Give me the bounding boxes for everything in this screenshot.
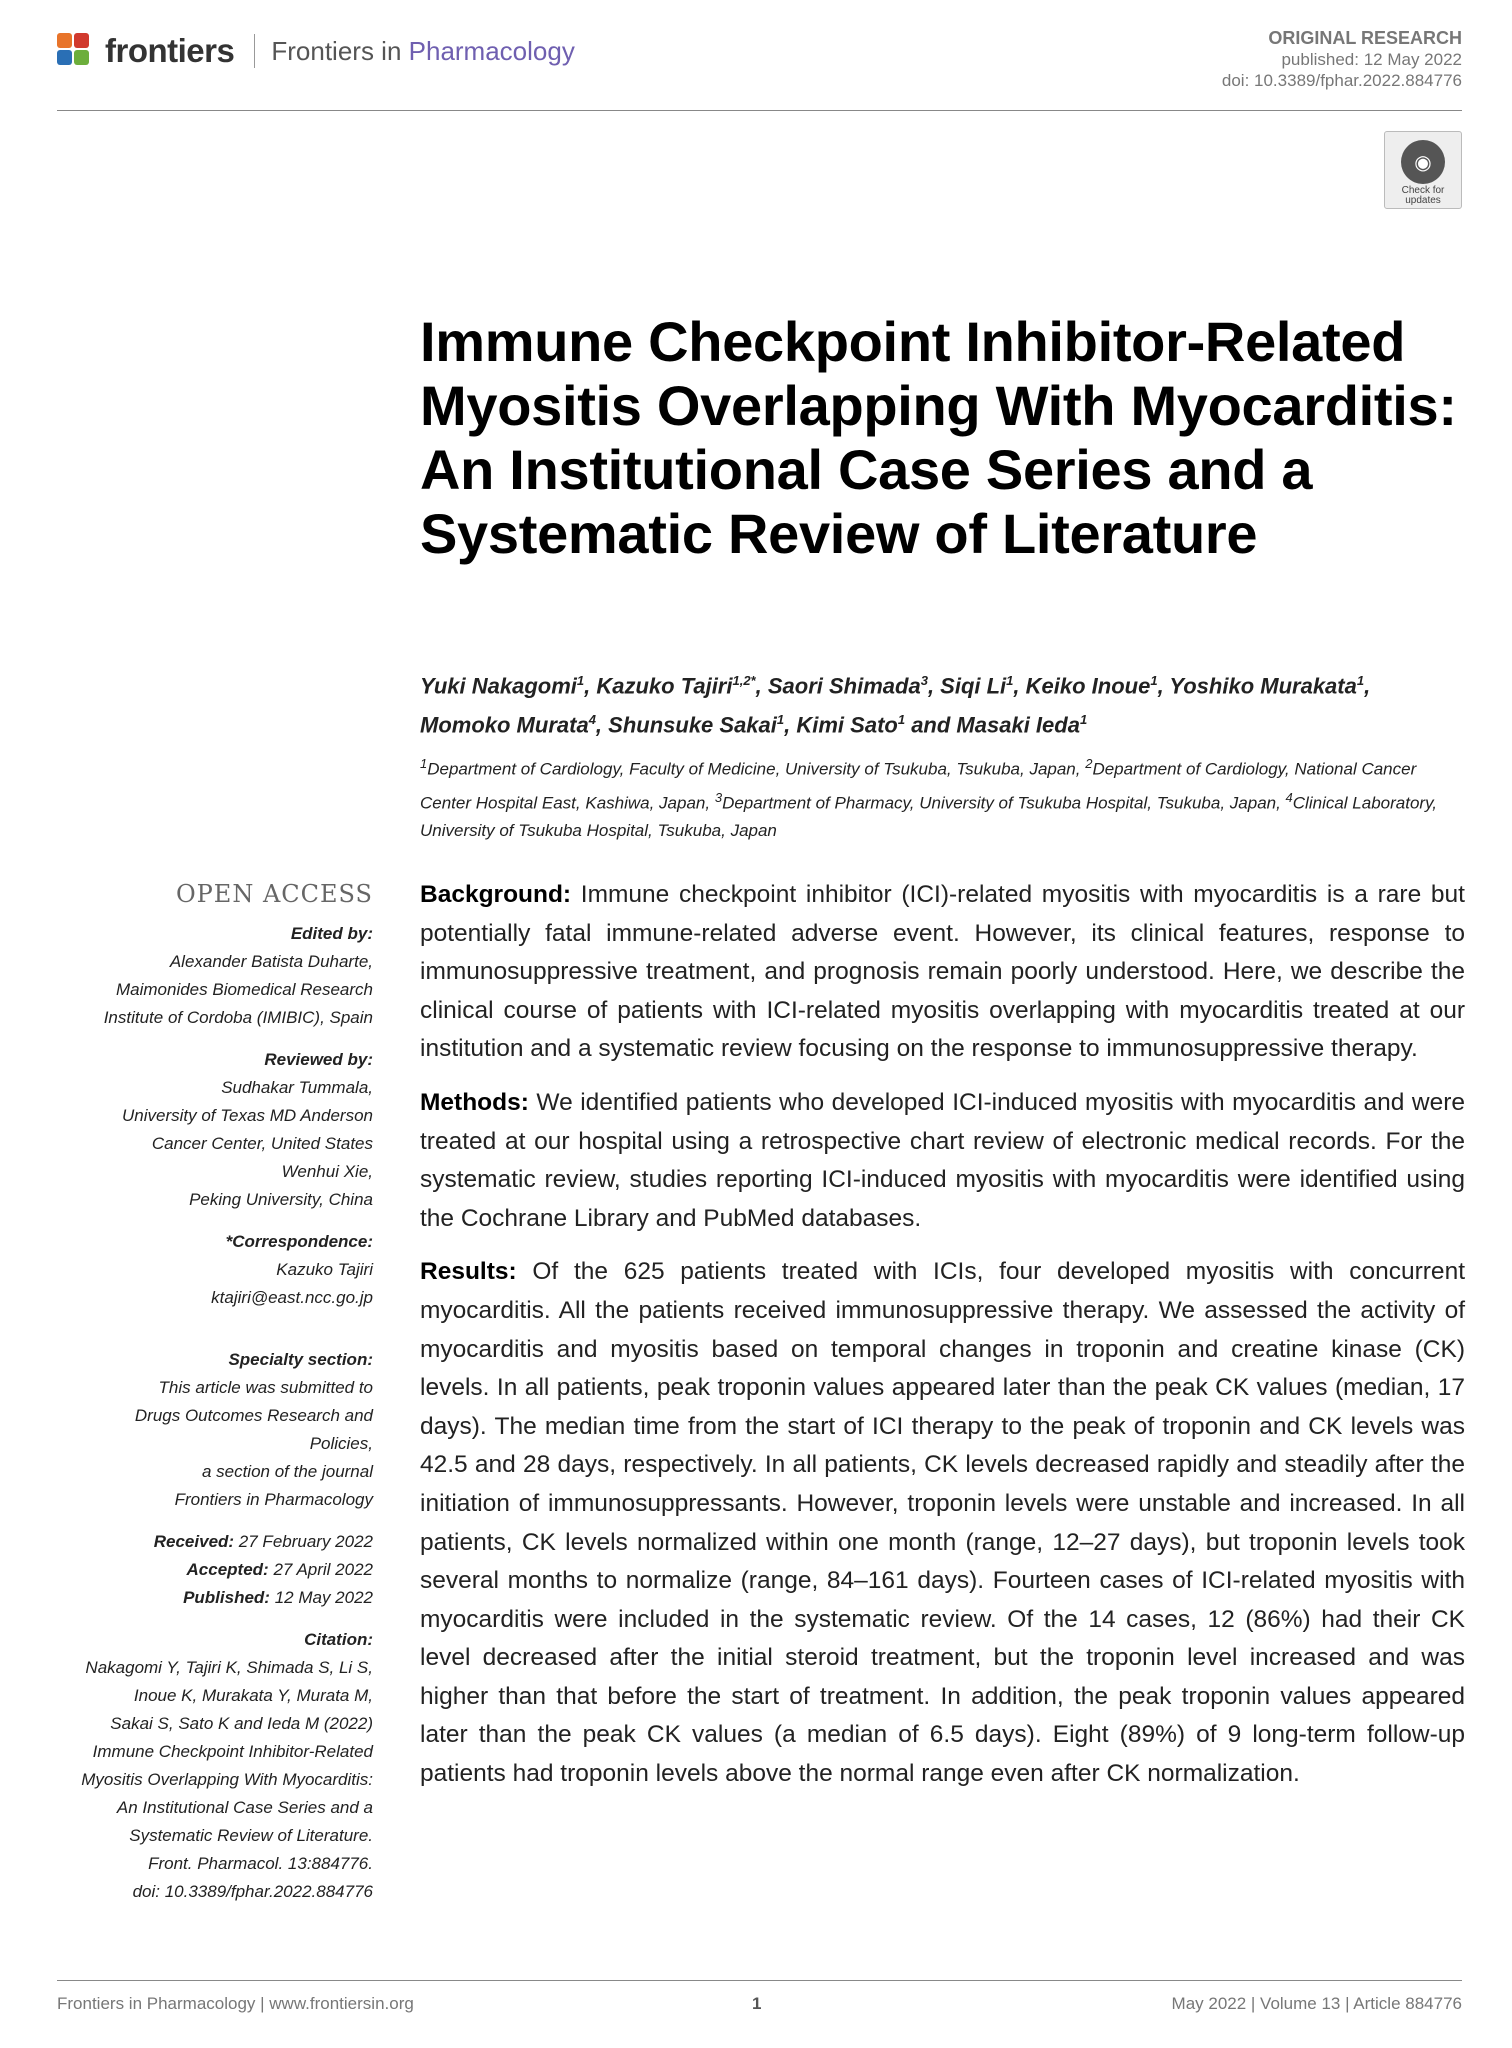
check-for-updates-badge[interactable] [1384,131,1462,209]
bookmark-icon: ◉ [1401,140,1445,184]
affiliation-number: 4 [1285,789,1293,805]
abstract-background [420,876,1465,1069]
doi[interactable]: doi: 10.3389/fphar.2022.884776 [1221,71,1462,90]
affiliation-number: 2 [1085,756,1093,771]
author-affiliation-mark: 1 [1079,712,1088,728]
citation-line: Front. Pharmacol. 13:884776. [148,1854,373,1873]
page-header [57,28,1462,113]
page-number: 1 [752,1994,762,2013]
specialty-line: Frontiers in Pharmacology [174,1490,373,1509]
reviewed-by-line: Sudhakar Tummala, [221,1078,373,1097]
sidebar [40,880,373,1920]
results-heading: Results: [420,1258,517,1286]
citation-line: Sakai S, Sato K and Ieda M (2022) [110,1714,373,1733]
specialty-line: a section of the journal [201,1462,373,1481]
affiliation-text: Clinical Laboratory, University of Tsukuba Hospital, Tsukuba, Japan [420,793,1438,841]
reviewed-by-block [40,1046,373,1214]
specialty-line: This article was submitted to [158,1378,373,1397]
author-name[interactable]: Keiko Inoue [1025,673,1151,699]
received-date: Received: 27 February 2022 [153,1532,373,1551]
author-name[interactable]: Momoko Murata [420,712,589,738]
reviewed-by-line: Cancer Center, United States [151,1134,373,1153]
reviewed-by-line: University of Texas MD Anderson [121,1106,373,1125]
author-name[interactable]: Kimi Sato [796,712,898,738]
edited-by-line: Institute of Cordoba (IMIBIC), Spain [103,1008,373,1027]
published-date-side: Published: 12 May 2022 [183,1588,373,1607]
specialty-block [40,1346,373,1514]
open-access-label: OPEN ACCESS [175,880,373,908]
citation-doi[interactable]: doi: 10.3389/fphar.2022.884776 [132,1882,373,1901]
author-name[interactable]: Siqi Li [940,673,1007,699]
background-heading: Background: [420,881,572,908]
author-affiliation-mark: 1 [776,712,785,728]
affiliation-text: Department of Pharmacy, University of Tsukuba Hospital, Tsukuba, Japan, [722,793,1286,813]
author-affiliation-mark: 1,2* [732,673,756,688]
edited-by-line: Maimonides Biomedical Research [115,980,373,999]
reviewed-by-label: Reviewed by: [264,1050,373,1069]
author-name[interactable]: Shunsuke Sakai [608,712,777,738]
check-updates-line2: updates [1405,195,1441,206]
abstract [420,876,1465,1809]
journal-name: Pharmacology [408,35,575,66]
check-updates-line1: Check for [1401,185,1445,196]
author-affiliation-mark: 3 [920,673,928,688]
affiliation-text: Department of Cardiology, Faculty of Medicine, University of Tsukuba, Tsukuba, Japan, [427,759,1086,779]
edited-by-label: Edited by: [290,924,373,943]
journal-prefix: Frontiers in [271,35,402,66]
affiliation-text: Department of Cardiology, National Cancer Center Hospital East, Kashiwa, Japan, [420,759,1417,813]
citation-line: Systematic Review of Literature. [129,1826,373,1845]
author-affiliation-mark: 1 [1356,673,1365,688]
author-affiliation-mark: 1 [1006,673,1014,688]
accepted-date: Accepted: 27 April 2022 [186,1560,373,1579]
specialty-line: Drugs Outcomes Research and [134,1406,373,1425]
frontiers-logo-icon [57,33,95,69]
affiliations [420,750,1465,845]
logo-divider [254,34,255,68]
reviewed-by-line: Wenhui Xie, [281,1162,373,1181]
citation-line: Immune Checkpoint Inhibitor-Related [92,1742,373,1761]
citation-line: Nakagomi Y, Tajiri K, Shimada S, Li S, [85,1658,373,1677]
abstract-methods [420,1084,1465,1238]
correspondence-email[interactable]: ktajiri@east.ncc.go.jp [211,1288,373,1307]
author-affiliation-mark: 1 [897,712,906,728]
author-affiliation-mark: 4 [588,712,596,728]
frontiers-logo[interactable] [57,32,575,70]
author-affiliation-mark: 1 [1150,673,1158,688]
author-name[interactable]: Yuki Nakagomi [420,673,577,699]
footer-divider [57,1980,1462,1981]
dates-block [40,1528,373,1612]
article-meta [1222,28,1462,91]
affiliation-number: 1 [420,756,428,771]
author-name[interactable]: Masaki Ieda [956,712,1080,738]
results-text: Of the 625 patients treated with ICIs, four developed myositis with concurrent myocarditis. All the patients received immunosuppressive therapy. We assessed the activity of myocarditis and myositis based on temporal changes in troponin and creatine kinase (CK) levels. In all patients, peak troponin values appeared later than the peak CK values (median, 17 days). The median time from the start of ICI therapy to the peak of troponin and CK levels was 42.5 and 28 days, respectively. In all patients, CK levels decreased rapidly and steadily after the initiation of immunosuppressants. However, troponin levels were unstable and increased. In all patients, CK levels normalized within one month (range, 12–27 days), but troponin levels took several months to normalize (range, 84–161 days). Fourteen cases of ICI-related myositis with myocarditis were included in the systematic review. Of the 14 cases, 12 (86%) had their CK level decreased after the initial steroid treatment, but the troponin level increased and was higher than that before the start of treatment. In addition, the peak troponin values appeared later than the peak CK values (a median of 6.5 days). Eight (89%) of 9 long-term follow-up patients had troponin levels above the normal range even after CK normalization. [420,1258,1465,1788]
background-text: Immune checkpoint inhibitor (ICI)-related myositis with myocarditis is a rare but potentially fatal immune-related adverse event. However, its clinical features, response to immunosuppressive treatment, and prognosis remain poorly understood. Here, we describe the clinical course of patients with ICI-related myositis overlapping with myocarditis treated at our institution and a systematic review focusing on the response to immunosuppressive therapy. [420,881,1465,1063]
article-title: Immune Checkpoint Inhibitor-Related Myositis Overlapping With Myocarditis: An Institutional Case Series and a Systematic Review of Literature [420,310,1457,565]
reviewed-by-line: Peking University, China [189,1190,373,1209]
correspondence-name: Kazuko Tajiri [276,1260,373,1279]
published-date: published: 12 May 2022 [1281,50,1462,69]
correspondence-block [40,1228,373,1312]
citation-line: An Institutional Case Series and a [116,1798,373,1817]
citation-label: Citation: [304,1630,373,1649]
author-affiliation-mark: 1 [576,673,585,688]
citation-line: Myositis Overlapping With Myocarditis: [81,1770,373,1789]
specialty-line: Policies, [309,1434,373,1453]
journal-title [271,36,574,67]
citation-block [40,1626,373,1906]
edited-by-block [40,920,373,1032]
brand-name: frontiers [105,32,235,69]
footer-journal[interactable]: Frontiers in Pharmacology | www.frontiersin.org [57,1994,414,2013]
correspondence-label: *Correspondence: [225,1232,373,1251]
abstract-results [420,1253,1465,1793]
author-name[interactable]: Kazuko Tajiri [596,673,733,699]
methods-heading: Methods: [420,1088,529,1116]
author-name[interactable]: Saori Shimada [767,673,921,699]
affiliation-number: 3 [714,789,723,805]
article-type: ORIGINAL RESEARCH [1268,28,1462,48]
author-name[interactable]: Yoshiko Murakata [1169,673,1357,699]
methods-text: We identified patients who developed ICI-induced myositis with myocarditis and were treated at our hospital using a retrospective chart review of electronic medical records. For the systematic review, studies reporting ICI-induced myositis with myocarditis were identified using the Cochrane Library and PubMed databases. [420,1088,1465,1232]
edited-by-line: Alexander Batista Duharte, [169,952,373,971]
specialty-label: Specialty section: [228,1350,373,1369]
citation-line: Inoue K, Murakata Y, Murata M, [133,1686,373,1705]
header-divider [57,110,1462,111]
footer-volume: May 2022 | Volume 13 | Article 884776 [1171,1994,1462,2013]
author-list: Yuki Nakagomi$^1$, Kazuko Tajiri$^{1,2*}$, Saori Shimada$^3$, Siqi Li$^1$, Keiko Inoue$^1$, Yoshiko Murakata$^1$, Momoko Murata$^4$, Shunsuke Sakai$^1$, Kimi Sato$^1$ and Masaki Ieda$^1$ [420,673,1371,738]
